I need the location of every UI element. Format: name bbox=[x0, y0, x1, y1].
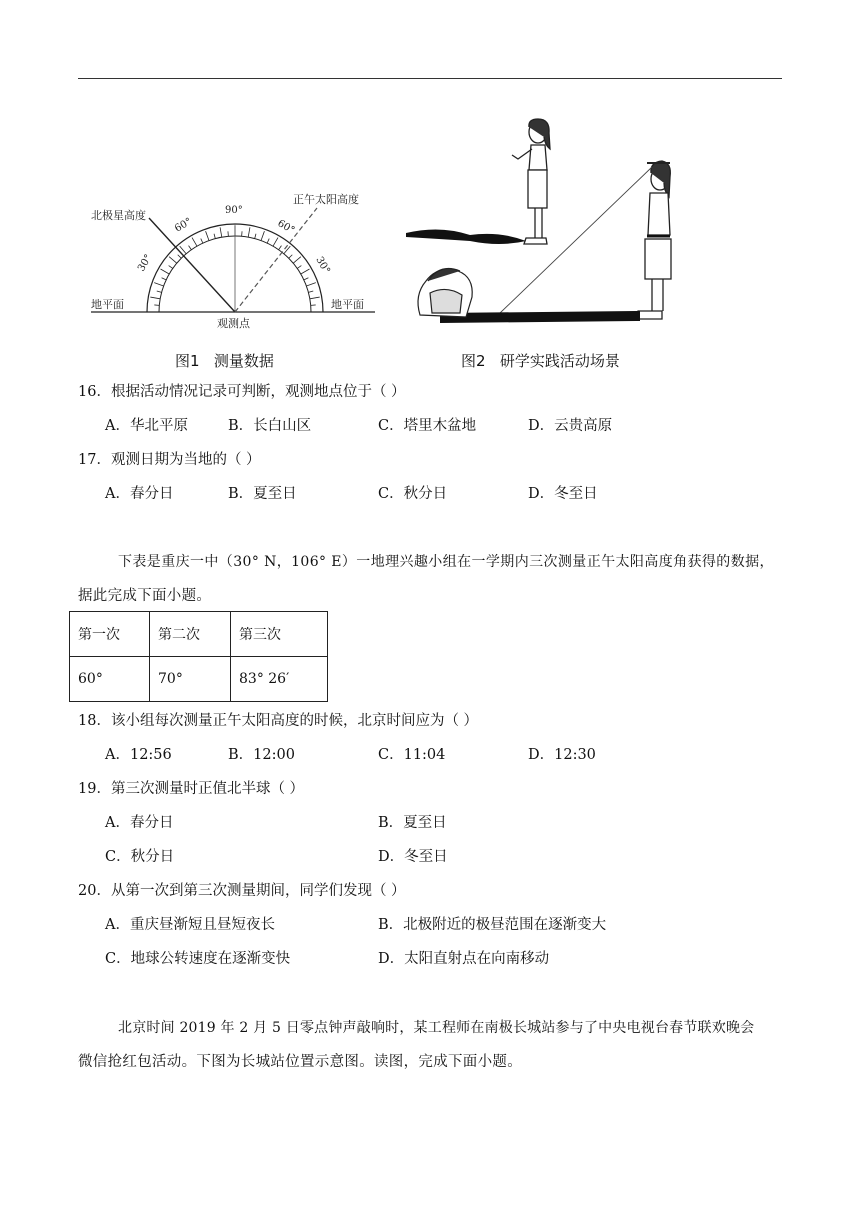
measuring-student bbox=[636, 161, 671, 319]
q20-option-a[interactable]: A．重庆昼渐短且昼短夜长 bbox=[105, 917, 275, 933]
protractor-tick bbox=[169, 257, 177, 263]
protractor-tick bbox=[267, 239, 269, 244]
tick-label-30-right: 30° bbox=[313, 255, 332, 276]
protractor-tick bbox=[306, 283, 315, 286]
protractor-tick bbox=[255, 234, 256, 239]
q18-option-b[interactable]: B．12:00 bbox=[228, 747, 295, 763]
q19-option-c[interactable]: C．秋分日 bbox=[105, 849, 175, 865]
protractor-tick bbox=[192, 238, 197, 247]
passage2-line1: 北京时间 2019 年 2 月 5 日零点钟声敲响时，某工程师在南极长城站参与了中央电视台春节联欢晚会 bbox=[118, 1020, 755, 1036]
q19-option-d[interactable]: D．冬至日 bbox=[378, 849, 448, 865]
table-row bbox=[70, 657, 328, 702]
noon-sun-line bbox=[235, 208, 317, 312]
protractor-tick bbox=[304, 278, 309, 280]
q20-option-c[interactable]: C．地球公转速度在逐渐变快 bbox=[105, 951, 291, 967]
table-header-cell: 第三次 bbox=[231, 612, 328, 657]
horizon-right-label: 地平面 bbox=[331, 298, 364, 311]
q16-option-d[interactable]: D．云贵高原 bbox=[528, 418, 613, 434]
figure1-caption-text: 测量数据 bbox=[213, 352, 274, 370]
q17-option-c[interactable]: C．秋分日 bbox=[378, 486, 448, 502]
protractor-tick bbox=[161, 269, 170, 274]
north-star-line bbox=[149, 218, 235, 312]
horizon-left-label: 地平面 bbox=[91, 298, 124, 311]
tick-label-30-left: 30° bbox=[136, 252, 155, 274]
protractor-tick bbox=[150, 297, 160, 299]
passage2-line2: 微信抢红包活动。下图为长城站位置示意图。读图，完成下面小题。 bbox=[78, 1054, 522, 1070]
noon-sun-label: 正午太阳高度 bbox=[293, 193, 359, 206]
protractor-tick bbox=[220, 227, 222, 237]
protractor-tick bbox=[169, 266, 173, 269]
protractor-tick bbox=[289, 255, 293, 259]
standing-student-top bbox=[512, 119, 550, 244]
protractor-tick bbox=[248, 227, 250, 237]
shadow-top bbox=[406, 229, 526, 244]
tick-label-90: 90° bbox=[225, 205, 243, 216]
tick-label-60-left: 60° bbox=[173, 216, 194, 235]
table-header-cell: 第一次 bbox=[70, 612, 150, 657]
q18-option-d[interactable]: D．12:30 bbox=[528, 747, 596, 763]
q20-option-d[interactable]: D．太阳直射点在向南移动 bbox=[378, 951, 550, 967]
protractor-tick bbox=[293, 257, 301, 263]
protractor-tick bbox=[154, 283, 163, 286]
q16-option-b[interactable]: B．长白山区 bbox=[228, 418, 312, 434]
crouching-student bbox=[418, 269, 472, 317]
question-17-stem: 17．观测日期为当地的（ ） bbox=[78, 452, 261, 468]
q16-option-c[interactable]: C．塔里木盆地 bbox=[378, 418, 477, 434]
q19-option-b[interactable]: B．夏至日 bbox=[378, 815, 447, 831]
question-18-stem: 18．该小组每次测量正午太阳高度的时候，北京时间应为（ ） bbox=[78, 713, 479, 729]
protractor-tick bbox=[261, 231, 264, 240]
q17-option-a[interactable]: A．春分日 bbox=[105, 486, 174, 502]
q18-option-c[interactable]: C．11:04 bbox=[378, 747, 446, 763]
table-header-row bbox=[70, 612, 328, 657]
table-header-cell: 第二次 bbox=[150, 612, 231, 657]
tick-label-60-right: 60° bbox=[275, 218, 297, 237]
protractor-tick bbox=[279, 246, 282, 250]
observer-label: 观测点 bbox=[217, 317, 250, 330]
question-20-stem: 20．从第一次到第三次测量期间，同学们发现（ ） bbox=[78, 883, 406, 899]
protractor-tick bbox=[162, 278, 167, 280]
passage1-line1: 下表是重庆一中（30° N，106° E）一地理兴趣小组在一学期内三次测量正午太阳高度角获得的数据， bbox=[118, 554, 774, 570]
protractor-tick bbox=[297, 266, 301, 269]
measurement-table bbox=[69, 611, 328, 702]
protractor-tick bbox=[189, 246, 192, 250]
protractor-tick bbox=[178, 255, 182, 259]
header-rule bbox=[78, 78, 782, 79]
protractor-tick bbox=[157, 291, 162, 292]
figure1-caption-num: 图1 bbox=[175, 352, 200, 370]
figure2-caption-num: 图2 bbox=[461, 352, 486, 370]
question-16-stem: 16．根据活动情况记录可判断，观测地点位于（ ） bbox=[78, 384, 406, 400]
passage1-line2: 据此完成下面小题。 bbox=[78, 588, 212, 604]
protractor-tick bbox=[301, 269, 310, 274]
q19-option-a[interactable]: A．春分日 bbox=[105, 815, 174, 831]
protractor-tick bbox=[308, 291, 313, 292]
q18-option-a[interactable]: A．12:56 bbox=[105, 747, 172, 763]
table-cell: 60° bbox=[70, 657, 150, 702]
protractor-tick bbox=[310, 297, 320, 299]
figure2-caption bbox=[461, 350, 620, 371]
table-cell: 70° bbox=[150, 657, 231, 702]
figure1-protractor-diagram bbox=[85, 185, 385, 335]
figure2-caption-text: 研学实践活动场景 bbox=[499, 352, 620, 370]
table-cell: 83° 26′ bbox=[231, 657, 328, 702]
protractor-tick bbox=[201, 239, 203, 244]
north-star-label: 北极星高度 bbox=[91, 209, 146, 222]
figure1-caption bbox=[175, 350, 274, 371]
protractor-tick bbox=[273, 238, 278, 247]
figure2-field-study-illustration bbox=[400, 115, 680, 327]
protractor-tick bbox=[206, 231, 209, 240]
protractor-tick bbox=[284, 246, 290, 254]
protractor-tick bbox=[214, 234, 215, 239]
q17-option-b[interactable]: B．夏至日 bbox=[228, 486, 297, 502]
q16-option-a[interactable]: A．华北平原 bbox=[105, 418, 188, 434]
ground-shadow bbox=[440, 311, 640, 323]
q20-option-b[interactable]: B．北极附近的极昼范围在逐渐变大 bbox=[378, 917, 607, 933]
question-19-stem: 19．第三次测量时正值北半球（ ） bbox=[78, 781, 305, 797]
q17-option-d[interactable]: D．冬至日 bbox=[528, 486, 598, 502]
